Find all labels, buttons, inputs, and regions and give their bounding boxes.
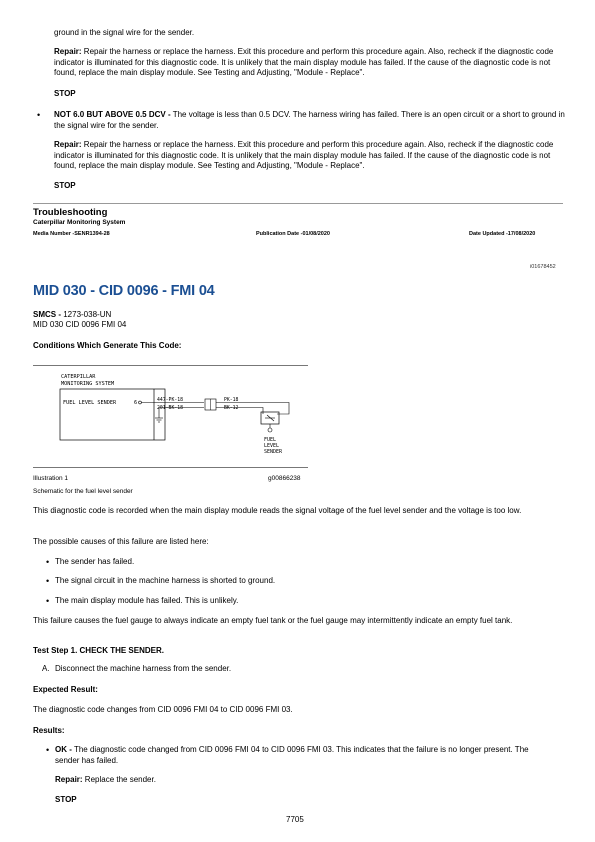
bullet-dot: •	[37, 110, 41, 120]
bullet-label: NOT 6.0 BUT ABOVE 0.5 DCV -	[54, 110, 171, 119]
sender-label-1: FUEL	[264, 437, 277, 443]
bullet-dot: •	[46, 557, 50, 567]
bullet-text: The voltage is less than 0.5 DCV. The harness wiring has failed. There is an open circuit or a short to ground in the signal wire for the sender.	[54, 110, 565, 130]
bullet-dot: •	[46, 745, 50, 755]
smcs-label: SMCS -	[33, 310, 61, 319]
wire-1-label: 447-PK-18	[157, 398, 183, 403]
repair-label: Repair:	[54, 47, 82, 56]
repair-paragraph-3	[55, 775, 156, 786]
expected-result-text: The diagnostic code changes from CID 0096 FMI 04 to CID 0096 FMI 03.	[33, 705, 293, 714]
bullet-dot: •	[46, 576, 50, 586]
sender-label-2: LEVEL	[264, 443, 280, 449]
ok-text: The diagnostic code changed from CID 0096 FMI 04 to CID 0096 FMI 03. This indicates that the failure is no longer present. The sender has failed.	[55, 745, 529, 765]
figure-bottom-rule	[33, 467, 308, 468]
step-a-text: Disconnect the machine harness from the sender.	[55, 664, 232, 673]
step-a-marker: A.	[42, 664, 50, 673]
illustration-label: Illustration 1	[33, 475, 69, 482]
page-number: 7705	[286, 815, 304, 824]
system-label-1: CATERPILLAR	[61, 374, 96, 380]
continuation-text: ground in the signal wire for the sender.	[54, 28, 195, 37]
results-heading: Results:	[33, 726, 65, 735]
repair-text: Repair the harness or replace the harness. Exit this procedure and perform this procedure again. Also, recheck if the diagnostic code indicator is illuminated for this diagnostic code. It is unlikely that the main display module has failed. If the cause of the diagnostic code is not found, replace the main display module. See Testing and Adjusting, "Module - Replace".	[54, 47, 554, 78]
repair-paragraph-1	[54, 47, 564, 79]
system-label-2: MONITORING SYSTEM	[61, 381, 115, 387]
bullet-dot: •	[46, 596, 50, 606]
cause-item: The signal circuit in the machine harness is shorted to ground.	[55, 576, 276, 585]
effect-paragraph: This failure causes the fuel gauge to always indicate an empty fuel tank or the fuel gauge may intermittently indicate an empty fuel tank.	[33, 616, 513, 625]
sender-label-3: SENDER	[264, 449, 283, 455]
stop-label: STOP	[55, 795, 77, 804]
stop-label: STOP	[54, 89, 76, 98]
repair-text: Repair the harness or replace the harness. Exit this procedure and perform this procedure again. Also, recheck if the diagnostic code indicator is illuminated for this diagnostic code. It is unlikely that the main display module has failed. If the cause of the diagnostic code is not found, replace the main display module. See Testing and Adjusting, "Module - Replace".	[54, 140, 554, 171]
repair-label: Repair:	[54, 140, 82, 149]
description-paragraph: This diagnostic code is recorded when the main display module reads the signal voltage of the fuel level sender and the voltage is too low.	[33, 506, 522, 515]
ok-label: OK -	[55, 745, 72, 754]
stop-label: STOP	[54, 181, 76, 190]
test-step-heading: Test Step 1. CHECK THE SENDER.	[33, 646, 164, 655]
section-title: Troubleshooting	[33, 207, 108, 218]
cause-item: The sender has failed.	[55, 557, 135, 566]
illustration-code: g00866238	[268, 475, 301, 482]
ok-result	[55, 745, 553, 766]
smcs-code: MID 030 CID 0096 FMI 04	[33, 320, 127, 329]
fuel-level-sender-schematic	[33, 368, 308, 464]
conditions-heading: Conditions Which Generate This Code:	[33, 341, 182, 350]
publication-date: Publication Date -01/08/2020	[256, 231, 330, 237]
monitoring-system-box	[60, 389, 165, 440]
repair-text: Replace the sender.	[82, 775, 156, 784]
causes-intro: The possible causes of this failure are listed here:	[33, 537, 209, 546]
system-title: Caterpillar Monitoring System	[33, 219, 126, 226]
smcs-value: 1273-038-UN	[61, 310, 112, 319]
header-divider	[33, 203, 563, 204]
date-updated: Date Updated -17/08/2020	[469, 231, 536, 237]
bullet-not-6-0	[54, 110, 566, 131]
sender-input-label: FUEL LEVEL SENDER	[63, 400, 117, 406]
repair-label: Repair:	[55, 775, 83, 784]
document-id: i01678452	[530, 264, 556, 270]
wire-2-label: 201-BK-18	[157, 406, 183, 411]
page-title: MID 030 - CID 0096 - FMI 04	[33, 283, 215, 299]
repair-paragraph-2	[54, 140, 564, 172]
pin-terminal	[139, 401, 142, 404]
cause-item: The main display module has failed. This is unlikely.	[55, 596, 239, 605]
wire-1-right-label: PK-18	[224, 398, 239, 403]
media-number: Media Number -SENR1394-28	[33, 231, 110, 237]
illustration-caption: Schematic for the fuel level sender	[33, 488, 133, 495]
figure-top-rule	[33, 365, 308, 366]
smcs-line	[33, 310, 111, 321]
wire-2-right-label: BK-12	[224, 406, 239, 411]
pin-number: 6	[134, 400, 138, 406]
expected-result-heading: Expected Result:	[33, 685, 98, 694]
